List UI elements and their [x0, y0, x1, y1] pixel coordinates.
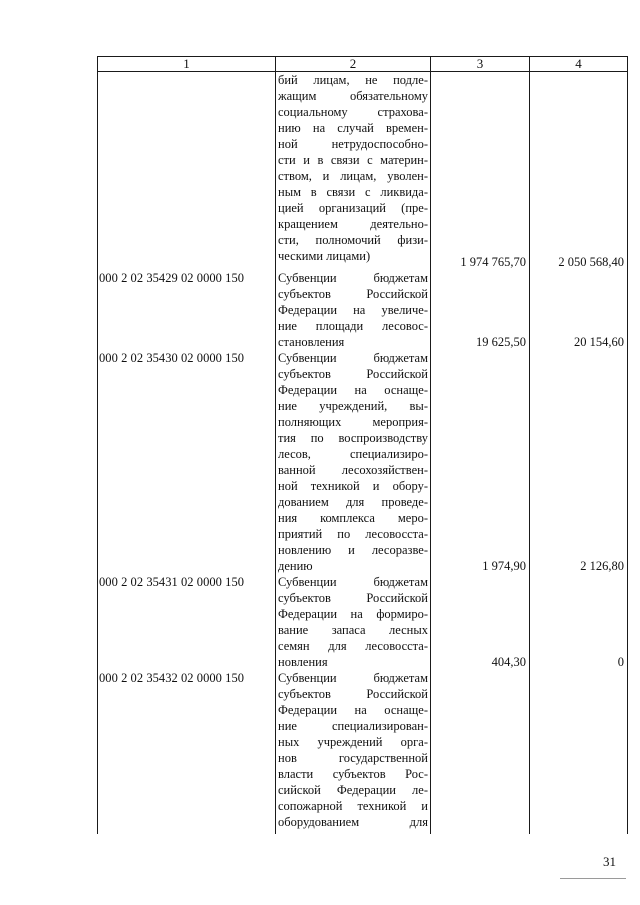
description-line: сопожарной техникой и [278, 799, 428, 813]
description-line: Федерации на оснаще- [278, 383, 428, 397]
table-divider-col3 [529, 56, 530, 834]
description-line: бий лицам, не подле- [278, 73, 428, 87]
description-line: Федерации на формиро- [278, 607, 428, 621]
description-line: ных учреждений орга- [278, 735, 428, 749]
row-3-col4-value: 0 [617, 655, 624, 669]
page-number: 31 [603, 854, 616, 869]
table-divider-col2 [430, 56, 431, 834]
description-line: Федерации на увеличе- [278, 303, 428, 317]
description-line: субъектов Российской [278, 287, 428, 301]
row-3-code: 000 2 02 35431 02 0000 150 [99, 575, 245, 589]
description-line: сти и в связи с материн- [278, 153, 428, 167]
description-line: дению [278, 559, 313, 573]
row-3-description [278, 574, 428, 670]
row-1-col4-value: 20 154,60 [574, 335, 624, 349]
description-line: субъектов Российской [278, 687, 428, 701]
description-line: ванной лесохозяйствен- [278, 463, 428, 477]
row-1-code: 000 2 02 35429 02 0000 150 [99, 271, 245, 285]
description-line: цией организаций (пре- [278, 201, 428, 215]
description-line: Субвенции бюджетам [278, 271, 428, 285]
description-line: становления [278, 335, 345, 349]
description-line: нов государственной [278, 751, 428, 765]
row-2-col4-value: 2 126,80 [580, 559, 624, 573]
description-line: ством, и лицам, уволен- [278, 169, 428, 183]
description-line: социальному страхова- [278, 105, 428, 119]
description-line: кращением деятельно- [278, 217, 428, 231]
row-2-col3-value: 1 974,90 [482, 559, 526, 573]
description-line: приятий по лесовосста- [278, 527, 428, 541]
table-border-right [627, 56, 628, 834]
description-line: жащим обязательному [278, 89, 428, 103]
header-col-4: 4 [575, 56, 582, 71]
row-4-code: 000 2 02 35432 02 0000 150 [99, 671, 245, 685]
footer-rule [560, 878, 626, 879]
description-line: новлению и лесоразве- [278, 543, 428, 557]
description-line: лесов, специализиро- [278, 447, 428, 461]
description-line: ние учреждений, вы- [278, 399, 428, 413]
description-line: власти субъектов Рос- [278, 767, 428, 781]
row-2-description [278, 350, 428, 574]
row-4-description [278, 670, 428, 830]
header-col-1: 1 [183, 56, 190, 71]
row-3-col3-value: 404,30 [491, 655, 526, 669]
description-line: ческими лицами) [278, 249, 371, 263]
description-line: полняющих мероприя- [278, 415, 428, 429]
description-line: сийской Федерации ле- [278, 783, 428, 797]
description-line: тия по воспроизводству [278, 431, 428, 445]
row-1-description [278, 270, 428, 350]
description-line: Федерации на оснаще- [278, 703, 428, 717]
continuation-description [278, 72, 428, 264]
table-divider-col1 [275, 56, 276, 834]
description-line: ным в связи с ликвида- [278, 185, 428, 199]
description-line: ния комплекса меро- [278, 511, 428, 525]
description-line: дованием для проведе- [278, 495, 428, 509]
description-line: сти, полномочий физи- [278, 233, 428, 247]
continuation-col3-value: 1 974 765,70 [460, 255, 526, 269]
description-line: вание запаса лесных [278, 623, 428, 637]
row-1-col3-value: 19 625,50 [476, 335, 526, 349]
description-line: субъектов Российской [278, 367, 428, 381]
description-line: ной техникой и обору- [278, 479, 428, 493]
row-2-code: 000 2 02 35430 02 0000 150 [99, 351, 245, 365]
header-col-2: 2 [349, 56, 357, 71]
description-line: новления [278, 655, 328, 669]
budget-table [97, 56, 628, 834]
description-line: Субвенции бюджетам [278, 671, 428, 685]
description-line: Субвенции бюджетам [278, 351, 428, 365]
description-line: ной нетрудоспособно- [278, 137, 428, 151]
table-border-left [97, 56, 98, 834]
description-line: Субвенции бюджетам [278, 575, 428, 589]
description-line: нию на случай времен- [278, 121, 428, 135]
description-line: семян для лесовосста- [278, 639, 428, 653]
description-line: ние специализирован- [278, 719, 428, 733]
header-col-3: 3 [476, 56, 484, 71]
description-line: оборудованием для [278, 815, 428, 829]
description-line: субъектов Российской [278, 591, 428, 605]
continuation-col4-value: 2 050 568,40 [558, 255, 624, 269]
description-line: ние площади лесовос- [278, 319, 428, 333]
